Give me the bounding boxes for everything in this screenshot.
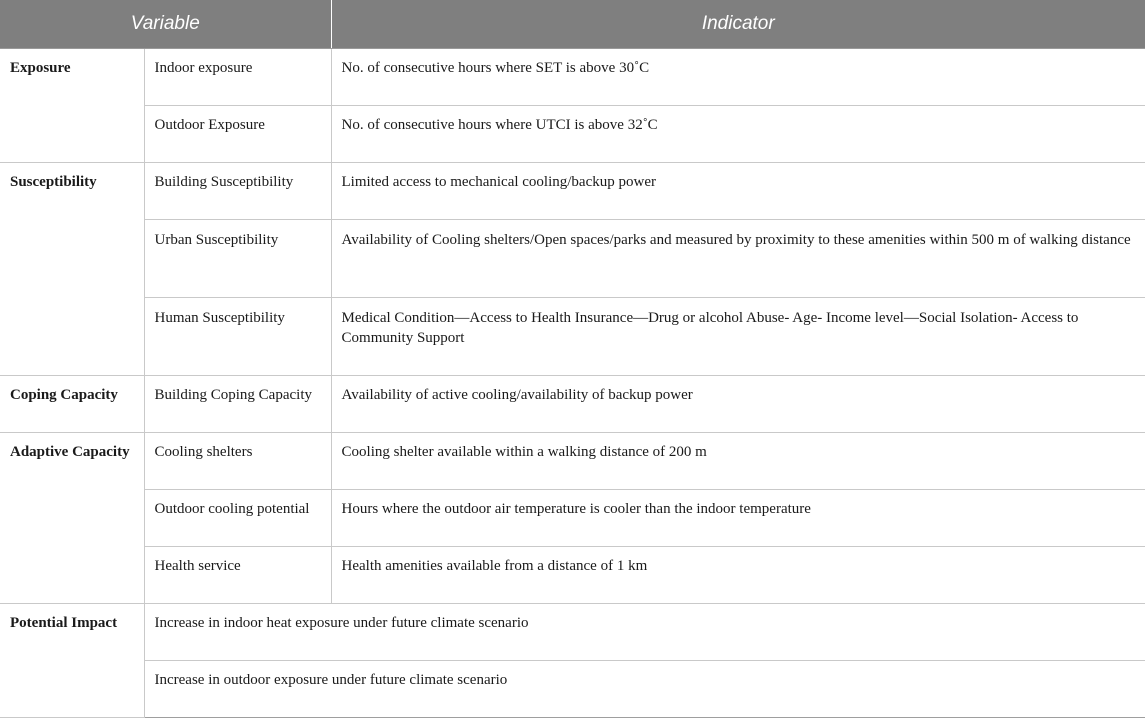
table-row bbox=[0, 547, 1145, 604]
subvariable-cell: Urban Susceptibility bbox=[144, 220, 331, 298]
table-row bbox=[0, 163, 1145, 220]
subvariable-cell: Building Susceptibility bbox=[144, 163, 331, 220]
table-row bbox=[0, 604, 1145, 661]
indicator-cell: Availability of Cooling shelters/Open spaces/parks and measured by proximity to these amenities within 500 m of walking distance bbox=[331, 220, 1145, 298]
indicator-cell: Availability of active cooling/availability of backup power bbox=[331, 376, 1145, 433]
indicator-cell: Cooling shelter available within a walking distance of 200 m bbox=[331, 433, 1145, 490]
subvariable-cell: Health service bbox=[144, 547, 331, 604]
indicator-cell: Increase in indoor heat exposure under future climate scenario bbox=[144, 604, 1145, 661]
table-header-row bbox=[0, 0, 1145, 49]
indicator-cell: Limited access to mechanical cooling/backup power bbox=[331, 163, 1145, 220]
table-row bbox=[0, 106, 1145, 163]
category-cell: Potential Impact bbox=[0, 604, 144, 718]
indicator-cell: No. of consecutive hours where UTCI is above 32˚C bbox=[331, 106, 1145, 163]
table-row bbox=[0, 376, 1145, 433]
indicator-cell: No. of consecutive hours where SET is above 30˚C bbox=[331, 49, 1145, 106]
subvariable-cell: Outdoor cooling potential bbox=[144, 490, 331, 547]
indicator-cell: Health amenities available from a distance of 1 km bbox=[331, 547, 1145, 604]
header-indicator: Indicator bbox=[331, 0, 1145, 49]
table-row bbox=[0, 490, 1145, 547]
subvariable-cell: Outdoor Exposure bbox=[144, 106, 331, 163]
table-row bbox=[0, 661, 1145, 718]
table-row bbox=[0, 49, 1145, 106]
header-variable: Variable bbox=[0, 0, 331, 49]
subvariable-cell: Cooling shelters bbox=[144, 433, 331, 490]
category-cell: Adaptive Capacity bbox=[0, 433, 144, 604]
table-row bbox=[0, 433, 1145, 490]
indicator-cell: Increase in outdoor exposure under future climate scenario bbox=[144, 661, 1145, 718]
table-row bbox=[0, 298, 1145, 376]
subvariable-cell: Human Susceptibility bbox=[144, 298, 331, 376]
indicator-cell: Medical Condition—Access to Health Insurance—Drug or alcohol Abuse- Age- Income level—Social Isolation- Access to Community Support bbox=[331, 298, 1145, 376]
category-cell: Exposure bbox=[0, 49, 144, 163]
category-cell: Coping Capacity bbox=[0, 376, 144, 433]
subvariable-cell: Building Coping Capacity bbox=[144, 376, 331, 433]
category-cell: Susceptibility bbox=[0, 163, 144, 376]
table-row bbox=[0, 220, 1145, 298]
subvariable-cell: Indoor exposure bbox=[144, 49, 331, 106]
indicator-cell: Hours where the outdoor air temperature is cooler than the indoor temperature bbox=[331, 490, 1145, 547]
